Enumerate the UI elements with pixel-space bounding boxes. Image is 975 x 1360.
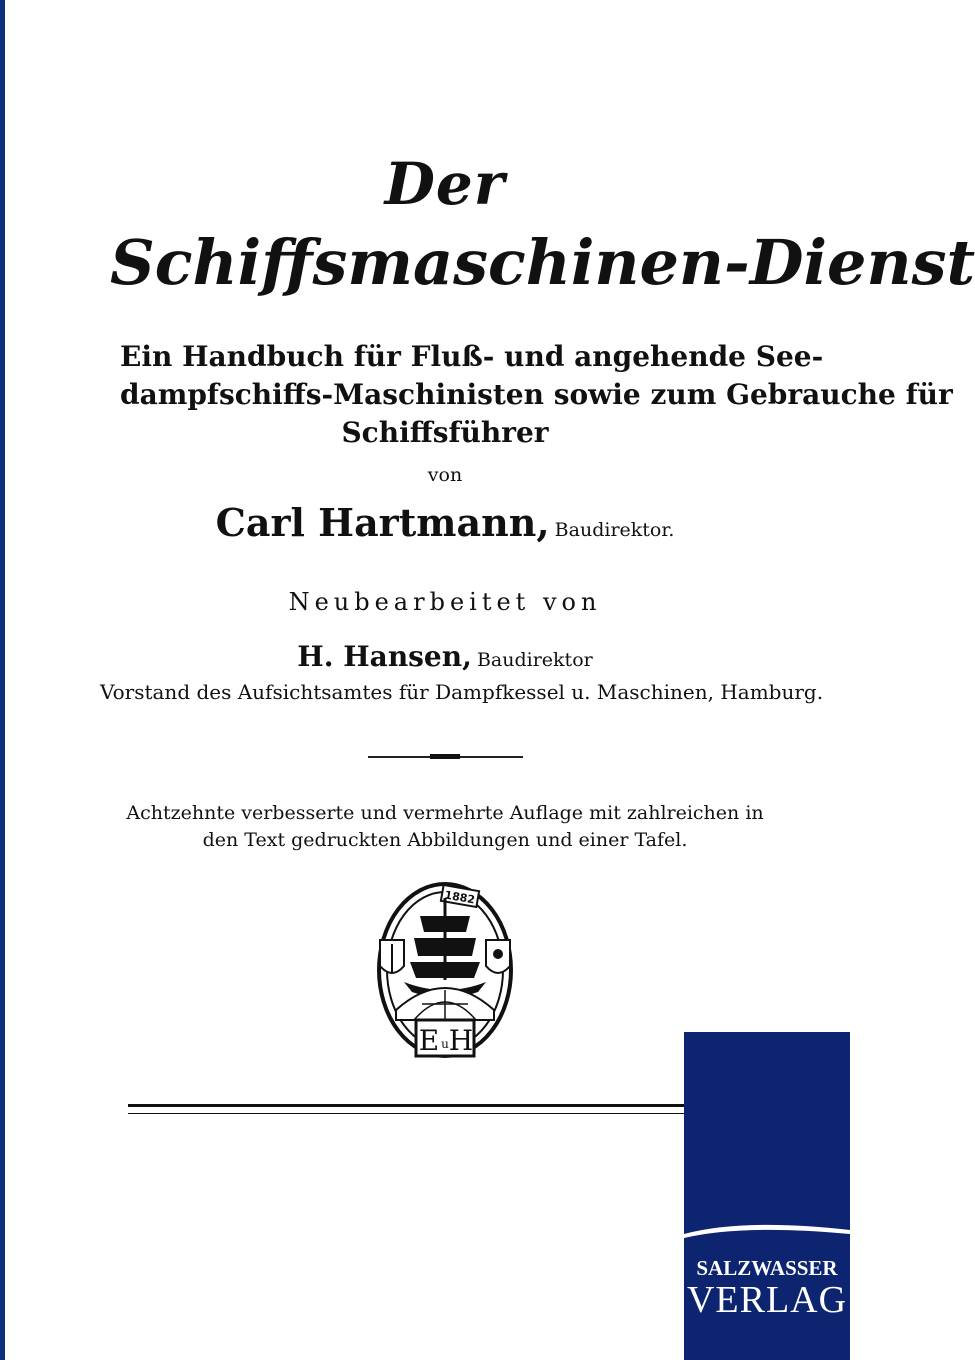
publisher-name-line-2: VERLAG: [686, 1279, 848, 1321]
emblem-year: 1882: [443, 888, 476, 907]
edition-note: [110, 800, 780, 854]
publisher-name-line-1: SALZWASSER: [696, 1256, 838, 1280]
subtitle-line-1: Ein Handbuch für Fluß- und angehende See-: [120, 340, 824, 373]
emblem-monogram-right: H: [448, 1024, 474, 1057]
emblem-monogram-mid: u: [441, 1037, 449, 1051]
ornamental-divider-center: [430, 754, 460, 759]
emblem-monogram-left: E: [418, 1024, 440, 1057]
title-line-2: Schiffsmaschinen-Dienst: [110, 226, 975, 299]
author-line: [125, 500, 765, 545]
bottom-rule-thin: [128, 1113, 684, 1114]
author-role: Baudirektor.: [554, 519, 675, 541]
subtitle-line-2: dampfschiffs-Maschinisten sowie zum Gebrauche für: [120, 378, 953, 411]
author-name: Carl Hartmann,: [215, 500, 550, 545]
revision-label: Neubearbeitet von: [288, 588, 602, 616]
subtitle-line-3: Schiffsführer: [341, 416, 549, 449]
editor-name: H. Hansen,: [297, 640, 472, 673]
editor-role: Baudirektor: [476, 649, 593, 671]
title-line-1: Der: [384, 150, 506, 218]
publisher-emblem-icon: [374, 880, 516, 1064]
by-label: von: [427, 464, 463, 486]
edition-line-1: Achtzehnte verbesserte und vermehrte Auflage mit zahlreichen in: [126, 802, 764, 824]
spine-edge: [0, 0, 5, 1360]
editor-line: [125, 640, 765, 673]
wave-icon: [684, 1220, 850, 1240]
subtitle: [120, 338, 953, 452]
edition-line-2: den Text gedruckten Abbildungen und einer Tafel.: [202, 829, 688, 851]
publisher-logo-box: [684, 1032, 850, 1360]
editor-affiliation: Vorstand des Aufsichtsamtes für Dampfkessel u. Maschinen, Hamburg.: [100, 680, 824, 704]
bottom-rule-thick: [128, 1104, 684, 1107]
